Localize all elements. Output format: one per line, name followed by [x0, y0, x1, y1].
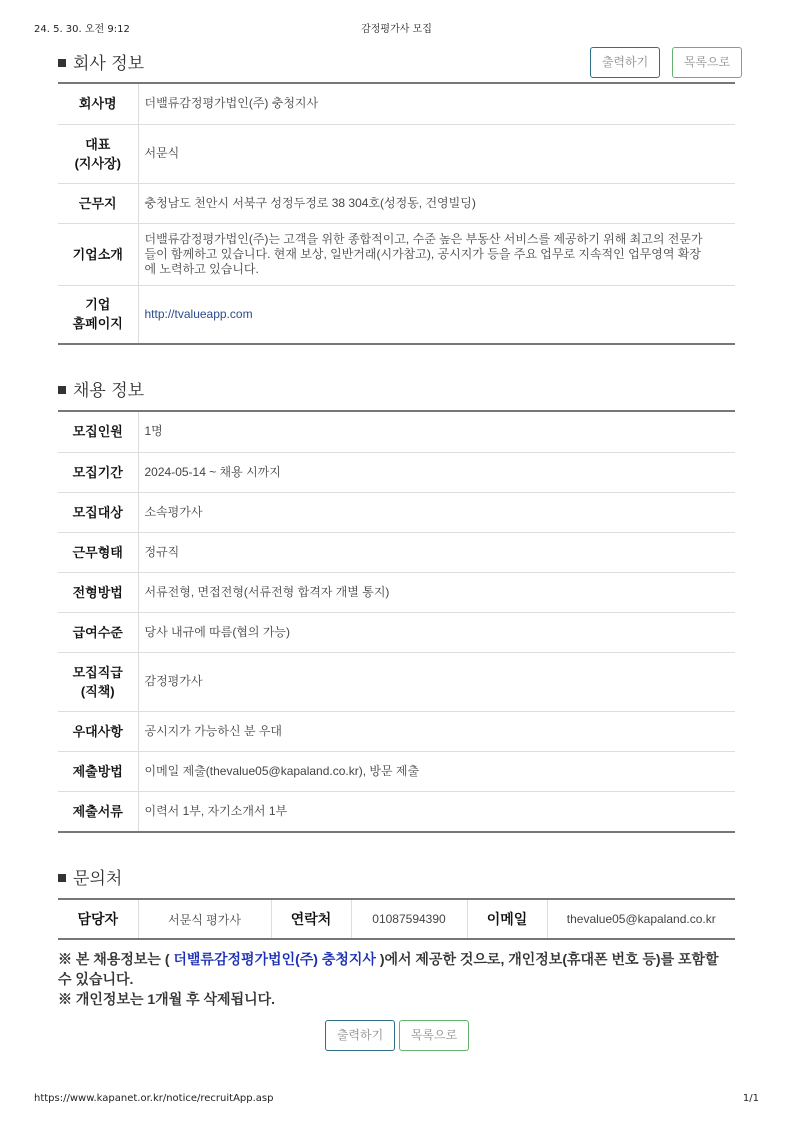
row-value: 공시지가 가능하신 분 우대 — [138, 711, 735, 751]
company-info-table — [58, 82, 735, 345]
homepage-cell — [138, 285, 735, 344]
contact-table — [58, 898, 735, 940]
contact-title-text: 문의처 — [73, 869, 123, 889]
row-label: 모집대상 — [58, 492, 138, 532]
table-row — [58, 711, 735, 751]
row-label: 급여수준 — [58, 612, 138, 652]
table-row — [58, 492, 735, 532]
table-row — [58, 612, 735, 652]
page-number: 1/1 — [742, 1093, 759, 1104]
notice-prefix: ※ 본 채용정보는 ( — [58, 951, 174, 967]
row-label-line: 홈페이지 — [72, 316, 123, 332]
homepage-link[interactable]: http://tvalueapp.com — [144, 306, 253, 321]
row-value: 감정평가사 — [138, 652, 735, 711]
list-button[interactable]: 목록으로 — [399, 1020, 469, 1051]
notice-line: 수 있습니다. — [58, 971, 134, 987]
row-label: 모집기간 — [58, 452, 138, 492]
row-label-line: (지사장) — [74, 155, 121, 171]
row-label: 제출방법 — [58, 751, 138, 791]
table-row — [58, 285, 735, 344]
square-bullet-icon — [58, 59, 66, 67]
company-section-title — [58, 49, 144, 74]
row-label: 기업소개 — [58, 223, 138, 285]
print-button[interactable]: 출력하기 — [590, 47, 660, 78]
row-value: 이력서 1부, 자기소개서 1부 — [144, 803, 288, 818]
print-date: 24. 5. 30. 오전 9:12 — [34, 24, 130, 35]
bottom-button-group — [325, 1020, 469, 1051]
manager-value: 서문식 평가사 — [138, 899, 271, 939]
table-row — [58, 572, 735, 612]
row-label — [58, 124, 138, 183]
square-bullet-icon — [58, 874, 66, 882]
table-row — [58, 411, 735, 452]
row-label: 모집인원 — [58, 411, 138, 452]
row-label — [58, 285, 138, 344]
company-intro — [138, 223, 735, 285]
email-value: thevalue05@kapaland.co.kr — [566, 912, 716, 926]
list-button[interactable]: 목록으로 — [672, 47, 742, 78]
phone-value: 01087594390 — [351, 899, 467, 939]
print-header — [34, 20, 759, 34]
row-value: 이메일 제출(thevalue05@kapaland.co.kr), 방문 제출 — [138, 751, 735, 791]
table-row — [58, 652, 735, 711]
table-row — [58, 899, 735, 939]
print-footer — [34, 1093, 759, 1107]
table-row — [58, 183, 735, 223]
company-title-text: 회사 정보 — [73, 54, 145, 74]
row-label-line: (직책) — [80, 683, 115, 699]
row-label: 전형방법 — [58, 572, 138, 612]
notice-suffix: )에서 제공한 것으로, 개인정보(휴대폰 번호 등)를 포함할 — [375, 951, 719, 967]
row-value: 서류전형, 면접전형(서류전형 합격자 개별 통지) — [138, 572, 735, 612]
work-location: 충청남도 천안시 서북구 성정두정로 38 304호(성정동, 건영빌딩) — [138, 183, 735, 223]
phone-label: 연락처 — [271, 899, 351, 939]
top-button-group — [590, 47, 742, 78]
row-label-line: 모집직급 — [72, 664, 123, 680]
row-value: 1명 — [138, 411, 735, 452]
notice-company: 더밸류감정평가법인(주) 충청지사 — [173, 951, 376, 967]
row-value: 정규직 — [138, 532, 735, 572]
intro-line: 더밸류감정평가법인(주)는 고객을 위한 종합적이고, 수준 높은 부동산 서비스를 제공하기 위해 최고의 전문가 — [144, 231, 703, 246]
recruit-info-table — [58, 410, 735, 833]
row-value: 당사 내규에 따름(협의 가능) — [138, 612, 735, 652]
row-label: 회사명 — [58, 83, 138, 124]
representative: 서문식 — [138, 124, 735, 183]
notice-line: ※ 개인정보는 1개월 후 삭제됩니다. — [58, 991, 276, 1007]
table-row — [58, 532, 735, 572]
row-value: 소속평가사 — [138, 492, 735, 532]
row-label-line: 대표 — [85, 136, 111, 152]
row-label — [58, 652, 138, 711]
table-row — [58, 751, 735, 791]
intro-line: 에 노력하고 있습니다. — [144, 261, 259, 276]
row-label: 근무지 — [58, 183, 138, 223]
print-title: 감정평가사 모집 — [361, 24, 432, 35]
table-row — [58, 83, 735, 124]
row-value: 2024-05-14 ~ 채용 시까지 — [138, 452, 735, 492]
recruit-section-title — [58, 376, 144, 401]
manager-label: 담당자 — [58, 899, 138, 939]
table-row — [58, 223, 735, 285]
contact-section-title — [58, 864, 122, 889]
intro-line: 들이 함께하고 있습니다. 현재 보상, 일반거래(시가참고), 공시지가 등을 주요 업무로 지속적인 업무영역 확장 — [144, 246, 701, 261]
row-label: 근무형태 — [58, 532, 138, 572]
row-label: 제출서류 — [58, 791, 138, 832]
print-url: https://www.kapanet.or.kr/notice/recruitApp.asp — [34, 1093, 274, 1104]
privacy-notice — [58, 949, 738, 1009]
table-row — [58, 124, 735, 183]
table-row — [58, 791, 735, 832]
email-label: 이메일 — [467, 899, 547, 939]
print-button[interactable]: 출력하기 — [325, 1020, 395, 1051]
row-label: 우대사항 — [58, 711, 138, 751]
row-label-line: 기업 — [85, 297, 111, 313]
company-name: 더밸류감정평가법인(주) 충청지사 — [138, 83, 735, 124]
notice-line — [58, 949, 738, 969]
recruit-title-text: 채용 정보 — [73, 381, 145, 401]
table-row — [58, 452, 735, 492]
square-bullet-icon — [58, 386, 66, 394]
